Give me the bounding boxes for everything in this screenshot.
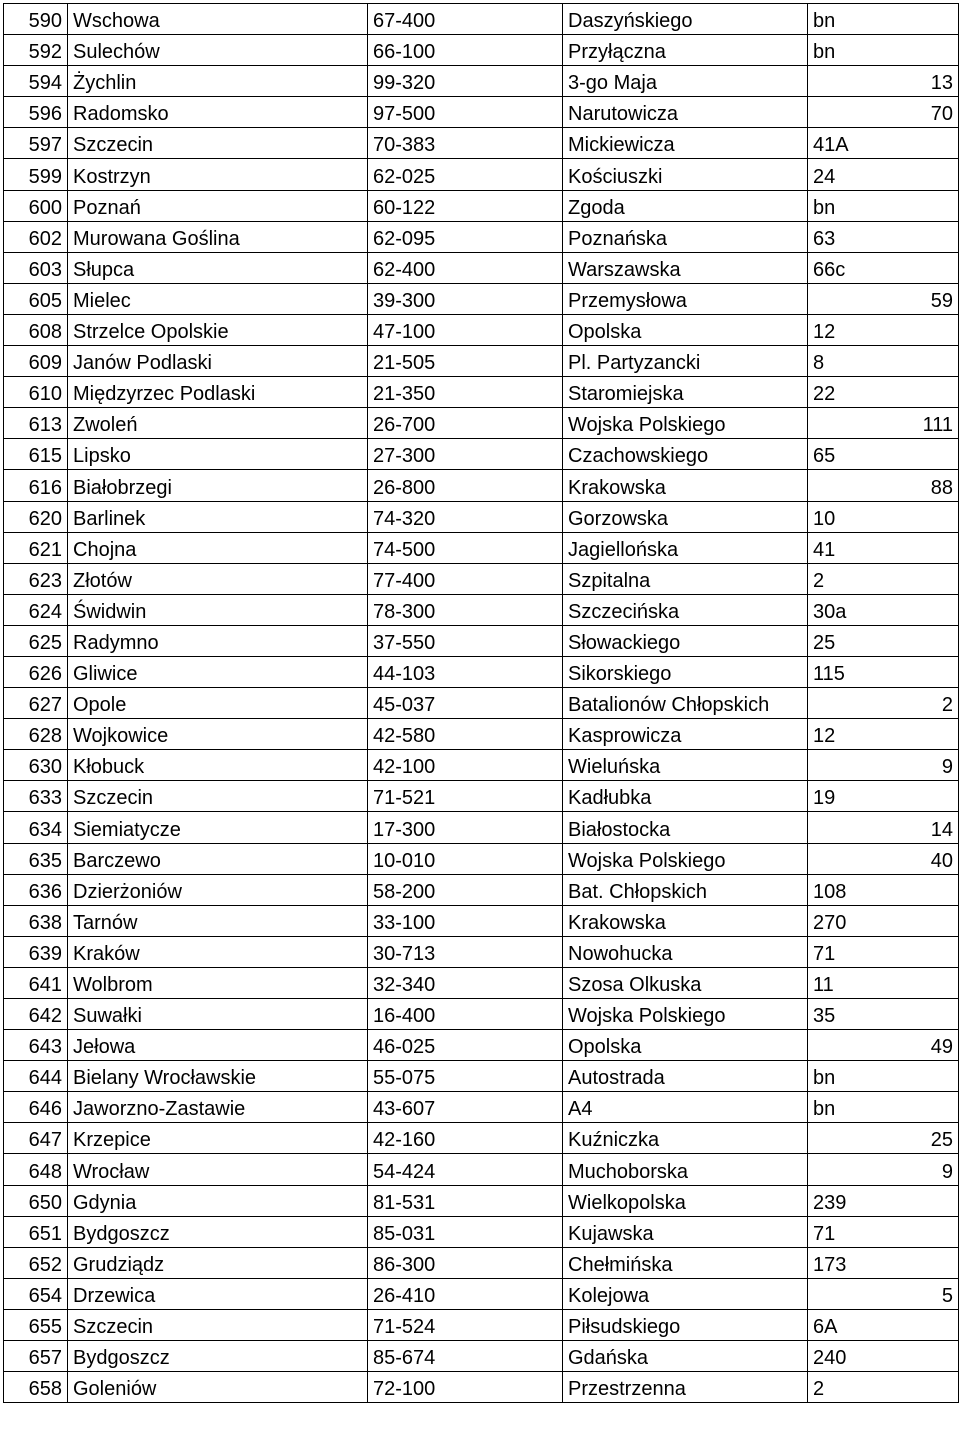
building-number-cell: bn	[808, 190, 959, 221]
row-id-cell: 594	[4, 66, 68, 97]
building-number-cell: 30a	[808, 594, 959, 625]
row-id-cell: 634	[4, 812, 68, 843]
postal-code-cell: 21-350	[368, 377, 563, 408]
postal-code-cell: 33-100	[368, 905, 563, 936]
row-id-cell: 625	[4, 625, 68, 656]
building-number-cell: 9	[808, 1154, 959, 1185]
street-cell: Szpitalna	[563, 563, 808, 594]
postal-code-cell: 30-713	[368, 936, 563, 967]
postal-code-cell: 70-383	[368, 128, 563, 159]
city-cell: Chojna	[68, 532, 368, 563]
table-row	[4, 252, 959, 283]
postal-code-cell: 97-500	[368, 97, 563, 128]
postal-code-cell: 58-200	[368, 874, 563, 905]
table-row	[4, 656, 959, 687]
building-number-cell: 22	[808, 377, 959, 408]
street-cell: Opolska	[563, 1030, 808, 1061]
city-cell: Goleniów	[68, 1372, 368, 1403]
building-number-cell: bn	[808, 1092, 959, 1123]
city-cell: Międzyrzec Podlaski	[68, 377, 368, 408]
row-id-cell: 602	[4, 221, 68, 252]
postal-code-cell: 74-500	[368, 532, 563, 563]
row-id-cell: 636	[4, 874, 68, 905]
postal-code-cell: 66-100	[368, 35, 563, 66]
table-row	[4, 314, 959, 345]
postal-code-cell: 26-700	[368, 408, 563, 439]
city-cell: Kostrzyn	[68, 159, 368, 190]
postal-code-cell: 77-400	[368, 563, 563, 594]
building-number-cell: bn	[808, 4, 959, 35]
street-cell: Wojska Polskiego	[563, 408, 808, 439]
street-cell: Kuźniczka	[563, 1123, 808, 1154]
street-cell: Narutowicza	[563, 97, 808, 128]
address-table	[3, 3, 959, 1403]
table-row	[4, 346, 959, 377]
postal-code-cell: 99-320	[368, 66, 563, 97]
city-cell: Poznań	[68, 190, 368, 221]
postal-code-cell: 32-340	[368, 967, 563, 998]
table-row	[4, 221, 959, 252]
row-id-cell: 620	[4, 501, 68, 532]
table-row	[4, 1341, 959, 1372]
row-id-cell: 643	[4, 1030, 68, 1061]
row-id-cell: 597	[4, 128, 68, 159]
table-row	[4, 1030, 959, 1061]
city-cell: Grudziądz	[68, 1247, 368, 1278]
table-row	[4, 1092, 959, 1123]
postal-code-cell: 62-400	[368, 252, 563, 283]
city-cell: Bydgoszcz	[68, 1341, 368, 1372]
city-cell: Opole	[68, 688, 368, 719]
row-id-cell: 647	[4, 1123, 68, 1154]
postal-code-cell: 47-100	[368, 314, 563, 345]
table-row	[4, 905, 959, 936]
postal-code-cell: 45-037	[368, 688, 563, 719]
table-row	[4, 1309, 959, 1340]
table-row	[4, 688, 959, 719]
street-cell: 3-go Maja	[563, 66, 808, 97]
row-id-cell: 599	[4, 159, 68, 190]
row-id-cell: 650	[4, 1185, 68, 1216]
postal-code-cell: 67-400	[368, 4, 563, 35]
table-row	[4, 283, 959, 314]
postal-code-cell: 54-424	[368, 1154, 563, 1185]
postal-code-cell: 85-674	[368, 1341, 563, 1372]
table-row	[4, 159, 959, 190]
building-number-cell: 41A	[808, 128, 959, 159]
city-cell: Wolbrom	[68, 967, 368, 998]
city-cell: Złotów	[68, 563, 368, 594]
city-cell: Sulechów	[68, 35, 368, 66]
city-cell: Radymno	[68, 625, 368, 656]
city-cell: Bydgoszcz	[68, 1216, 368, 1247]
row-id-cell: 623	[4, 563, 68, 594]
row-id-cell: 628	[4, 719, 68, 750]
row-id-cell: 608	[4, 314, 68, 345]
city-cell: Białobrzegi	[68, 470, 368, 501]
street-cell: Jagiellońska	[563, 532, 808, 563]
table-row	[4, 843, 959, 874]
building-number-cell: 66c	[808, 252, 959, 283]
row-id-cell: 610	[4, 377, 68, 408]
row-id-cell: 633	[4, 781, 68, 812]
table-row	[4, 1372, 959, 1403]
row-id-cell: 603	[4, 252, 68, 283]
building-number-cell: 13	[808, 66, 959, 97]
street-cell: Warszawska	[563, 252, 808, 283]
building-number-cell: 111	[808, 408, 959, 439]
row-id-cell: 658	[4, 1372, 68, 1403]
city-cell: Jaworzno-Zastawie	[68, 1092, 368, 1123]
street-cell: Przestrzenna	[563, 1372, 808, 1403]
city-cell: Szczecin	[68, 1309, 368, 1340]
building-number-cell: 41	[808, 532, 959, 563]
postal-code-cell: 43-607	[368, 1092, 563, 1123]
postal-code-cell: 21-505	[368, 346, 563, 377]
postal-code-cell: 27-300	[368, 439, 563, 470]
city-cell: Bielany Wrocławskie	[68, 1061, 368, 1092]
building-number-cell: 65	[808, 439, 959, 470]
postal-code-cell: 16-400	[368, 999, 563, 1030]
row-id-cell: 592	[4, 35, 68, 66]
street-cell: Przyłączna	[563, 35, 808, 66]
building-number-cell: 108	[808, 874, 959, 905]
postal-code-cell: 71-524	[368, 1309, 563, 1340]
street-cell: Piłsudskiego	[563, 1309, 808, 1340]
street-cell: A4	[563, 1092, 808, 1123]
table-row	[4, 408, 959, 439]
row-id-cell: 600	[4, 190, 68, 221]
table-row	[4, 563, 959, 594]
city-cell: Słupca	[68, 252, 368, 283]
postal-code-cell: 62-095	[368, 221, 563, 252]
table-row	[4, 812, 959, 843]
city-cell: Świdwin	[68, 594, 368, 625]
row-id-cell: 648	[4, 1154, 68, 1185]
row-id-cell: 590	[4, 4, 68, 35]
table-row	[4, 377, 959, 408]
row-id-cell: 655	[4, 1309, 68, 1340]
street-cell: Kolejowa	[563, 1278, 808, 1309]
row-id-cell: 624	[4, 594, 68, 625]
city-cell: Jełowa	[68, 1030, 368, 1061]
table-row	[4, 781, 959, 812]
table-row	[4, 501, 959, 532]
row-id-cell: 621	[4, 532, 68, 563]
building-number-cell: 88	[808, 470, 959, 501]
postal-code-cell: 42-160	[368, 1123, 563, 1154]
postal-code-cell: 46-025	[368, 1030, 563, 1061]
street-cell: Wojska Polskiego	[563, 999, 808, 1030]
postal-code-cell: 71-521	[368, 781, 563, 812]
street-cell: Poznańska	[563, 221, 808, 252]
postal-code-cell: 39-300	[368, 283, 563, 314]
postal-code-cell: 60-122	[368, 190, 563, 221]
row-id-cell: 596	[4, 97, 68, 128]
city-cell: Gdynia	[68, 1185, 368, 1216]
postal-code-cell: 62-025	[368, 159, 563, 190]
street-cell: Przemysłowa	[563, 283, 808, 314]
table-row	[4, 936, 959, 967]
street-cell: Opolska	[563, 314, 808, 345]
street-cell: Nowohucka	[563, 936, 808, 967]
table-row	[4, 532, 959, 563]
street-cell: Bat. Chłopskich	[563, 874, 808, 905]
postal-code-cell: 78-300	[368, 594, 563, 625]
building-number-cell: 8	[808, 346, 959, 377]
table-row	[4, 1278, 959, 1309]
street-cell: Pl. Partyzancki	[563, 346, 808, 377]
street-cell: Krakowska	[563, 905, 808, 936]
building-number-cell: 24	[808, 159, 959, 190]
postal-code-cell: 55-075	[368, 1061, 563, 1092]
table-row	[4, 97, 959, 128]
table-row	[4, 1061, 959, 1092]
row-id-cell: 654	[4, 1278, 68, 1309]
row-id-cell: 646	[4, 1092, 68, 1123]
street-cell: Kujawska	[563, 1216, 808, 1247]
postal-code-cell: 37-550	[368, 625, 563, 656]
city-cell: Murowana Goślina	[68, 221, 368, 252]
building-number-cell: 14	[808, 812, 959, 843]
postal-code-cell: 72-100	[368, 1372, 563, 1403]
city-cell: Gliwice	[68, 656, 368, 687]
postal-code-cell: 17-300	[368, 812, 563, 843]
street-cell: Zgoda	[563, 190, 808, 221]
street-cell: Krakowska	[563, 470, 808, 501]
postal-code-cell: 26-800	[368, 470, 563, 501]
city-cell: Kłobuck	[68, 750, 368, 781]
table-row	[4, 999, 959, 1030]
row-id-cell: 613	[4, 408, 68, 439]
street-cell: Białostocka	[563, 812, 808, 843]
postal-code-cell: 86-300	[368, 1247, 563, 1278]
row-id-cell: 627	[4, 688, 68, 719]
street-cell: Wielkopolska	[563, 1185, 808, 1216]
city-cell: Dzierżoniów	[68, 874, 368, 905]
street-cell: Kościuszki	[563, 159, 808, 190]
street-cell: Kadłubka	[563, 781, 808, 812]
row-id-cell: 639	[4, 936, 68, 967]
street-cell: Wojska Polskiego	[563, 843, 808, 874]
row-id-cell: 652	[4, 1247, 68, 1278]
city-cell: Kraków	[68, 936, 368, 967]
building-number-cell: bn	[808, 1061, 959, 1092]
city-cell: Suwałki	[68, 999, 368, 1030]
street-cell: Gorzowska	[563, 501, 808, 532]
city-cell: Radomsko	[68, 97, 368, 128]
postal-code-cell: 81-531	[368, 1185, 563, 1216]
postal-code-cell: 42-580	[368, 719, 563, 750]
building-number-cell: 71	[808, 936, 959, 967]
postal-code-cell: 74-320	[368, 501, 563, 532]
row-id-cell: 605	[4, 283, 68, 314]
building-number-cell: 270	[808, 905, 959, 936]
table-row	[4, 4, 959, 35]
table-row	[4, 190, 959, 221]
row-id-cell: 615	[4, 439, 68, 470]
building-number-cell: 2	[808, 688, 959, 719]
street-cell: Czachowskiego	[563, 439, 808, 470]
street-cell: Chełmińska	[563, 1247, 808, 1278]
building-number-cell: 35	[808, 999, 959, 1030]
table-row	[4, 1216, 959, 1247]
table-row	[4, 1123, 959, 1154]
postal-code-cell: 44-103	[368, 656, 563, 687]
building-number-cell: 2	[808, 563, 959, 594]
city-cell: Żychlin	[68, 66, 368, 97]
street-cell: Daszyńskiego	[563, 4, 808, 35]
table-row	[4, 594, 959, 625]
city-cell: Lipsko	[68, 439, 368, 470]
row-id-cell: 644	[4, 1061, 68, 1092]
building-number-cell: 12	[808, 719, 959, 750]
city-cell: Zwoleń	[68, 408, 368, 439]
street-cell: Sikorskiego	[563, 656, 808, 687]
city-cell: Janów Podlaski	[68, 346, 368, 377]
postal-code-cell: 85-031	[368, 1216, 563, 1247]
building-number-cell: 239	[808, 1185, 959, 1216]
building-number-cell: 25	[808, 1123, 959, 1154]
table-row	[4, 719, 959, 750]
city-cell: Krzepice	[68, 1123, 368, 1154]
street-cell: Słowackiego	[563, 625, 808, 656]
city-cell: Siemiatycze	[68, 812, 368, 843]
building-number-cell: 40	[808, 843, 959, 874]
table-row	[4, 1154, 959, 1185]
city-cell: Mielec	[68, 283, 368, 314]
row-id-cell: 626	[4, 656, 68, 687]
street-cell: Kasprowicza	[563, 719, 808, 750]
table-row	[4, 967, 959, 998]
postal-code-cell: 26-410	[368, 1278, 563, 1309]
city-cell: Wrocław	[68, 1154, 368, 1185]
building-number-cell: 71	[808, 1216, 959, 1247]
building-number-cell: 6A	[808, 1309, 959, 1340]
building-number-cell: 63	[808, 221, 959, 252]
postal-code-cell: 10-010	[368, 843, 563, 874]
building-number-cell: 240	[808, 1341, 959, 1372]
city-cell: Barczewo	[68, 843, 368, 874]
street-cell: Szczecińska	[563, 594, 808, 625]
street-cell: Szosa Olkuska	[563, 967, 808, 998]
table-row	[4, 35, 959, 66]
city-cell: Barlinek	[68, 501, 368, 532]
building-number-cell: 25	[808, 625, 959, 656]
city-cell: Drzewica	[68, 1278, 368, 1309]
address-table-body	[4, 4, 959, 1403]
row-id-cell: 642	[4, 999, 68, 1030]
street-cell: Wieluńska	[563, 750, 808, 781]
street-cell: Gdańska	[563, 1341, 808, 1372]
row-id-cell: 635	[4, 843, 68, 874]
building-number-cell: 2	[808, 1372, 959, 1403]
row-id-cell: 638	[4, 905, 68, 936]
table-row	[4, 66, 959, 97]
postal-code-cell: 42-100	[368, 750, 563, 781]
street-cell: Batalionów Chłopskich	[563, 688, 808, 719]
building-number-cell: 173	[808, 1247, 959, 1278]
building-number-cell: 59	[808, 283, 959, 314]
row-id-cell: 651	[4, 1216, 68, 1247]
street-cell: Staromiejska	[563, 377, 808, 408]
building-number-cell: 70	[808, 97, 959, 128]
city-cell: Wschowa	[68, 4, 368, 35]
row-id-cell: 641	[4, 967, 68, 998]
building-number-cell: bn	[808, 35, 959, 66]
building-number-cell: 12	[808, 314, 959, 345]
street-cell: Autostrada	[563, 1061, 808, 1092]
city-cell: Tarnów	[68, 905, 368, 936]
table-row	[4, 1247, 959, 1278]
city-cell: Szczecin	[68, 128, 368, 159]
building-number-cell: 11	[808, 967, 959, 998]
city-cell: Szczecin	[68, 781, 368, 812]
row-id-cell: 630	[4, 750, 68, 781]
table-row	[4, 470, 959, 501]
building-number-cell: 49	[808, 1030, 959, 1061]
street-cell: Muchoborska	[563, 1154, 808, 1185]
table-row	[4, 750, 959, 781]
table-row	[4, 439, 959, 470]
row-id-cell: 609	[4, 346, 68, 377]
table-row	[4, 128, 959, 159]
table-row	[4, 1185, 959, 1216]
table-row	[4, 874, 959, 905]
building-number-cell: 9	[808, 750, 959, 781]
city-cell: Strzelce Opolskie	[68, 314, 368, 345]
building-number-cell: 10	[808, 501, 959, 532]
building-number-cell: 19	[808, 781, 959, 812]
building-number-cell: 5	[808, 1278, 959, 1309]
row-id-cell: 616	[4, 470, 68, 501]
row-id-cell: 657	[4, 1341, 68, 1372]
city-cell: Wojkowice	[68, 719, 368, 750]
building-number-cell: 115	[808, 656, 959, 687]
street-cell: Mickiewicza	[563, 128, 808, 159]
table-row	[4, 625, 959, 656]
